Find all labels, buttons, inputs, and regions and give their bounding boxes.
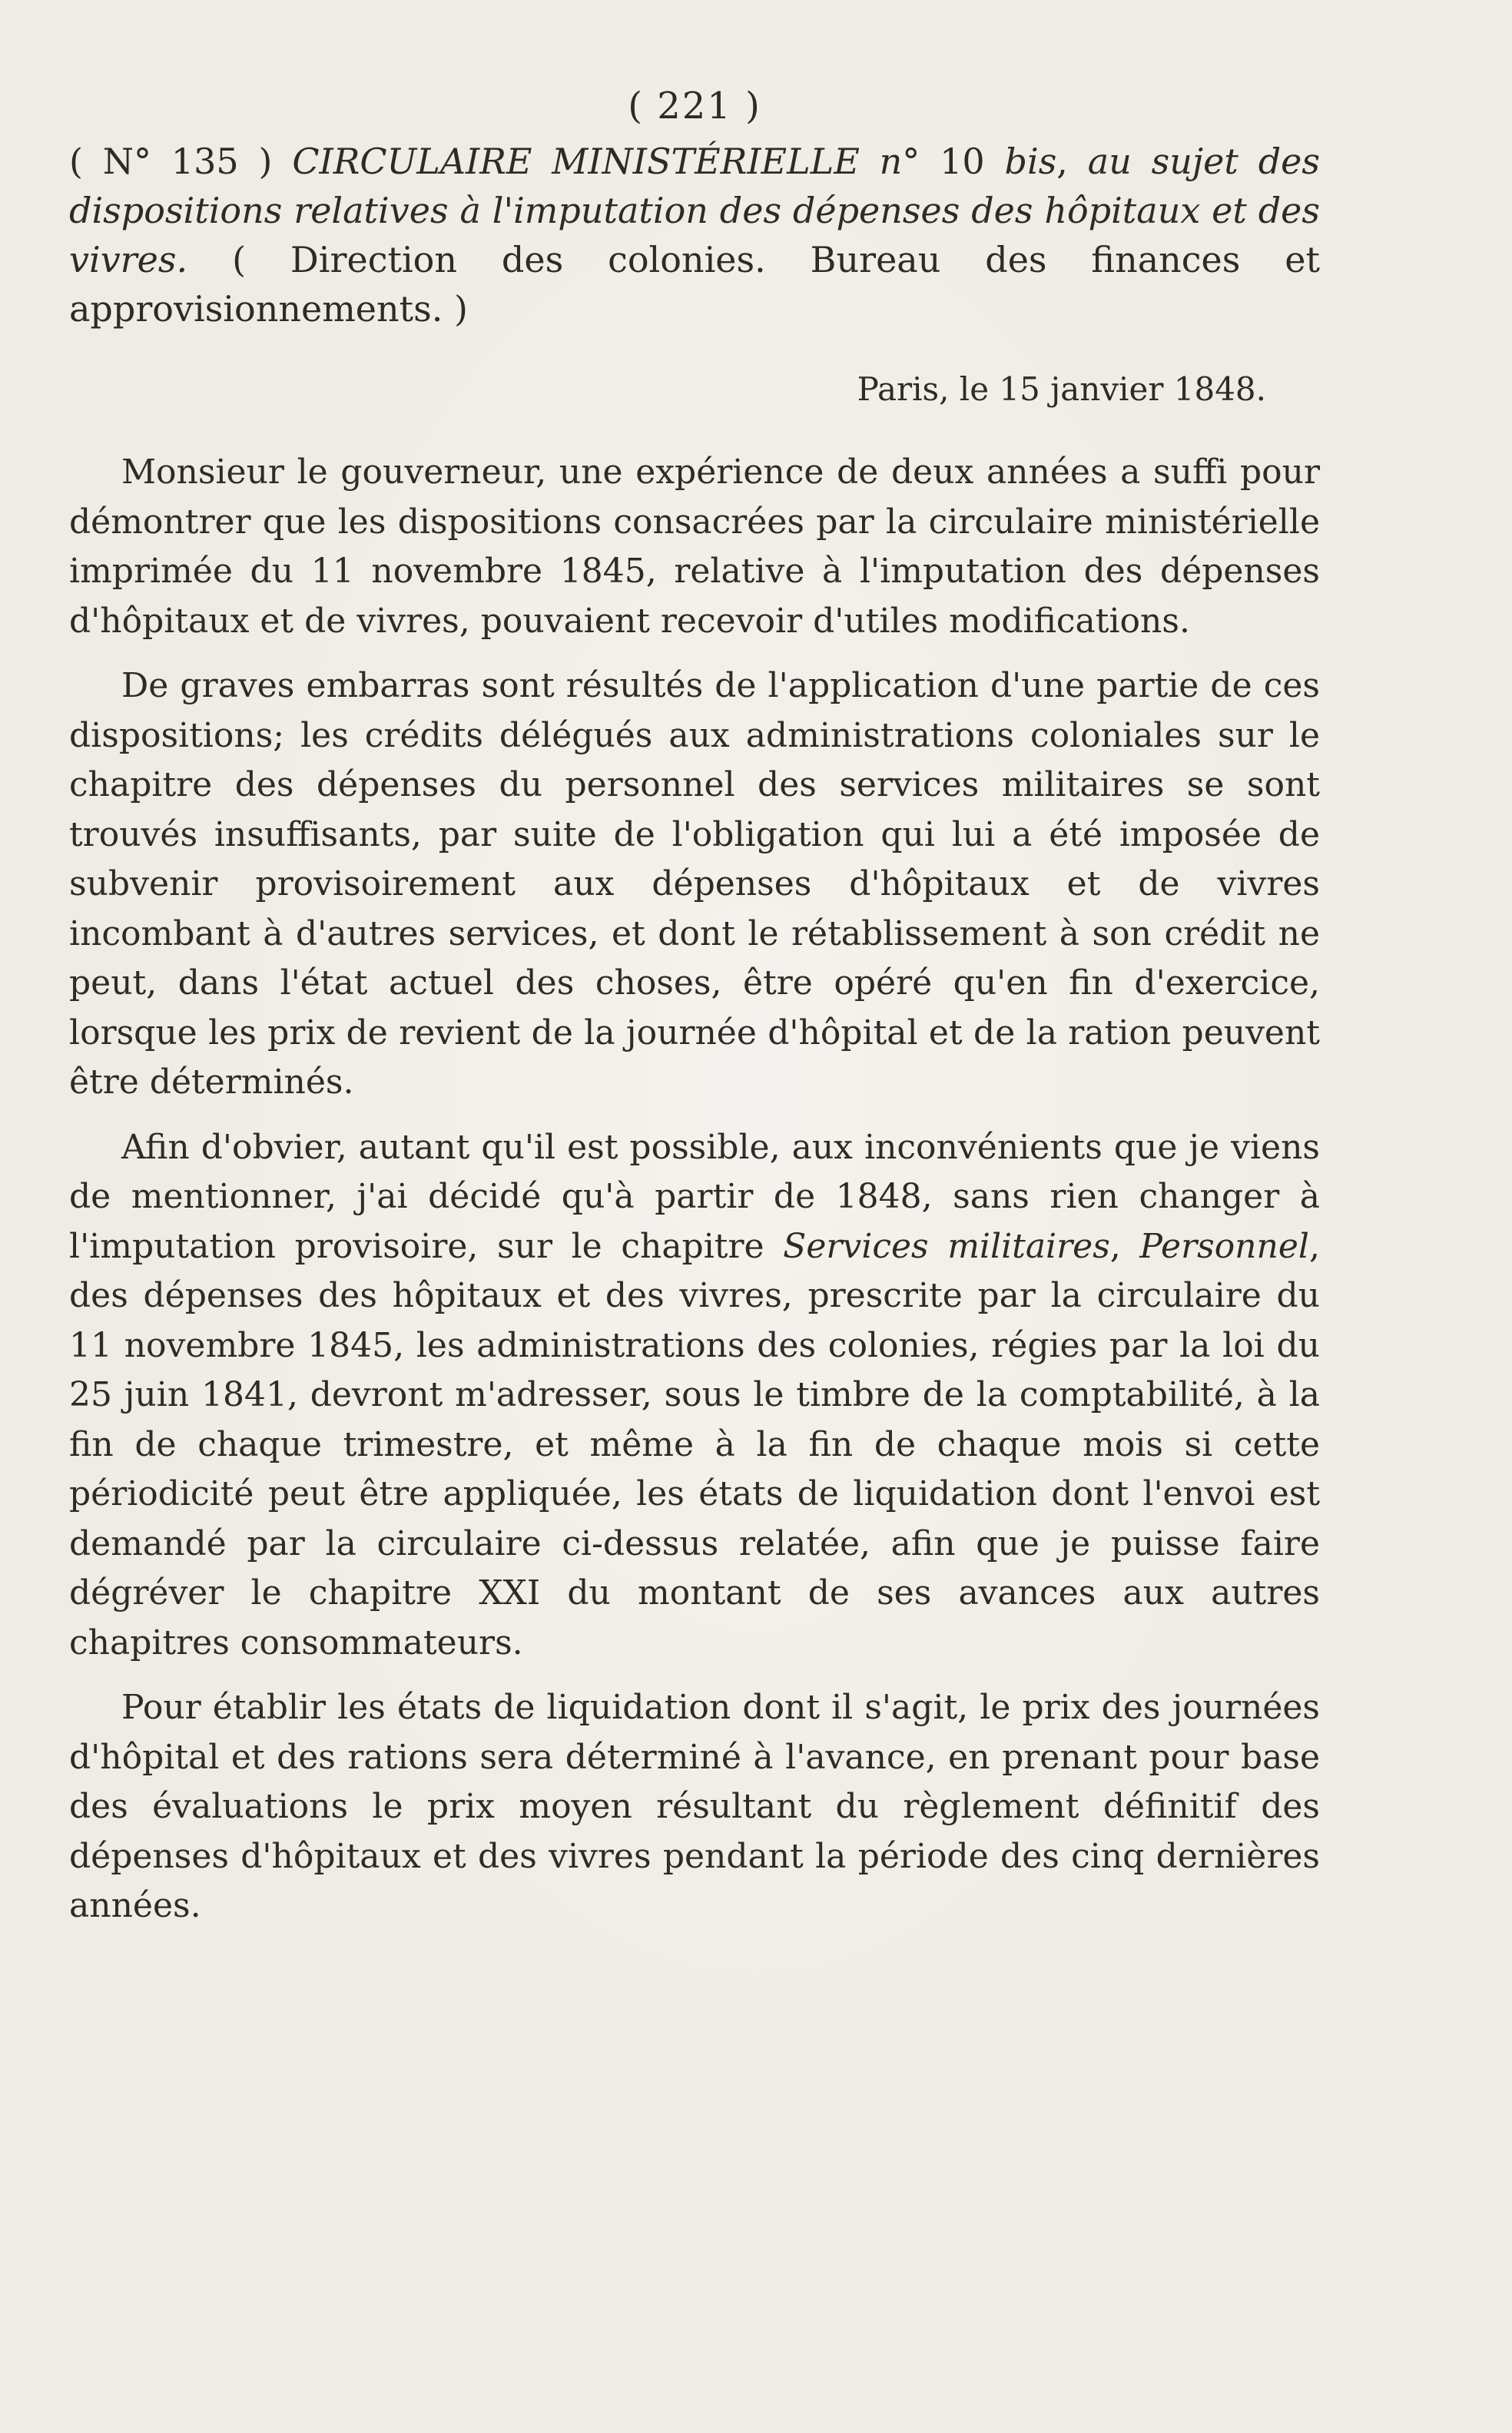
circular-heading: ( N° 135 ) CIRCULAIRE MINISTÉRIELLE n° 10 bis, au sujet des dispositions relatives à l'imputation des dépenses des hôpitaux et des vivres. ( Direction des colonies. Bureau des finances et approvisionnements. )	[69, 141, 1320, 330]
paragraph-3-italic-services: Services militaires	[783, 1226, 1110, 1266]
circular-bis: bis	[1004, 141, 1057, 182]
date-line: Paris, le 15 janvier 1848.	[857, 370, 1266, 408]
paragraph-3-end: , des dépenses des hôpitaux et des vivres, prescrite par la circulaire du 11 novembre 1845, les administrations des colonies, régies par la loi du 25 juin 1841, devront m'adresser, sous le timbre de la comptabilité, à la fin de chaque trimestre, et même à la fin de chaque mois si cette périodicité peut être appliquée, les états de liquidation dont l'envoi est demandé par la circulaire ci-dessus relatée, afin que je puisse faire dégréver le chapitre XXI du montant de ses avances aux autres chapitres consommateurs.	[69, 1226, 1320, 1662]
paragraph-3-italic-personnel: Personnel	[1139, 1226, 1309, 1266]
paragraph-2: De graves embarras sont résultés de l'application d'une partie de ces dispositions; les crédits délégués aux administrations coloniales sur le chapitre des dépenses du personnel des services militaires se sont trouvés insuffisants, par suite de l'obligation qui lui a été imposée de subvenir provisoirement aux dépenses d'hôpitaux et de vivres incombant à d'autres services, et dont le rétablissement à son crédit ne peut, dans l'état actuel des choses, être opéré qu'en fin d'exercice, lorsque les prix de revient de la journée d'hôpital et de la ration peuvent être déterminés.	[69, 666, 1320, 1102]
circular-no-value: 10	[940, 141, 985, 182]
paragraph-3-start: Afin d'obvier, autant qu'il est possible, aux inconvénients que je viens de mentionner, j'ai décidé qu'à partir de 1848, sans rien changer à l'imputation provisoire, sur le chapitre	[69, 1127, 1320, 1266]
paragraph-3-separator: ,	[1109, 1226, 1121, 1266]
paragraph-1: Monsieur le gouverneur, une expérience de deux années a suffi pour démontrer que les dispositions consacrées par la circulaire ministérielle imprimée du 11 novembre 1845, relative à l'imputation des dépenses d'hôpitaux et de vivres, pouvaient recevoir d'utiles modifications.	[69, 452, 1320, 641]
page-number: ( 221 )	[628, 85, 761, 128]
paragraph-4: Pour établir les états de liquidation dont il s'agit, le prix des journées d'hôpital et des rations sera déterminé à l'avance, en prenant pour base des évaluations le prix moyen résultant du règlement définitif des dépenses d'hôpitaux et des vivres pendant la période des cinq dernières années.	[69, 1688, 1320, 1925]
page-content	[69, 85, 1320, 1947]
circular-title: CIRCULAIRE MINISTÉRIELLE	[292, 141, 860, 182]
circular-no-label: n°	[879, 141, 920, 182]
paragraph-3	[69, 1123, 1320, 1669]
circular-subject: au sujet des dispositions relatives à l'imputation des dépenses des hôpitaux et des vivres.	[69, 141, 1320, 280]
circular-number: ( N° 135 )	[69, 141, 273, 182]
circular-direction: ( Direction des colonies. Bureau des finances et approvisionnements. )	[69, 239, 1320, 330]
